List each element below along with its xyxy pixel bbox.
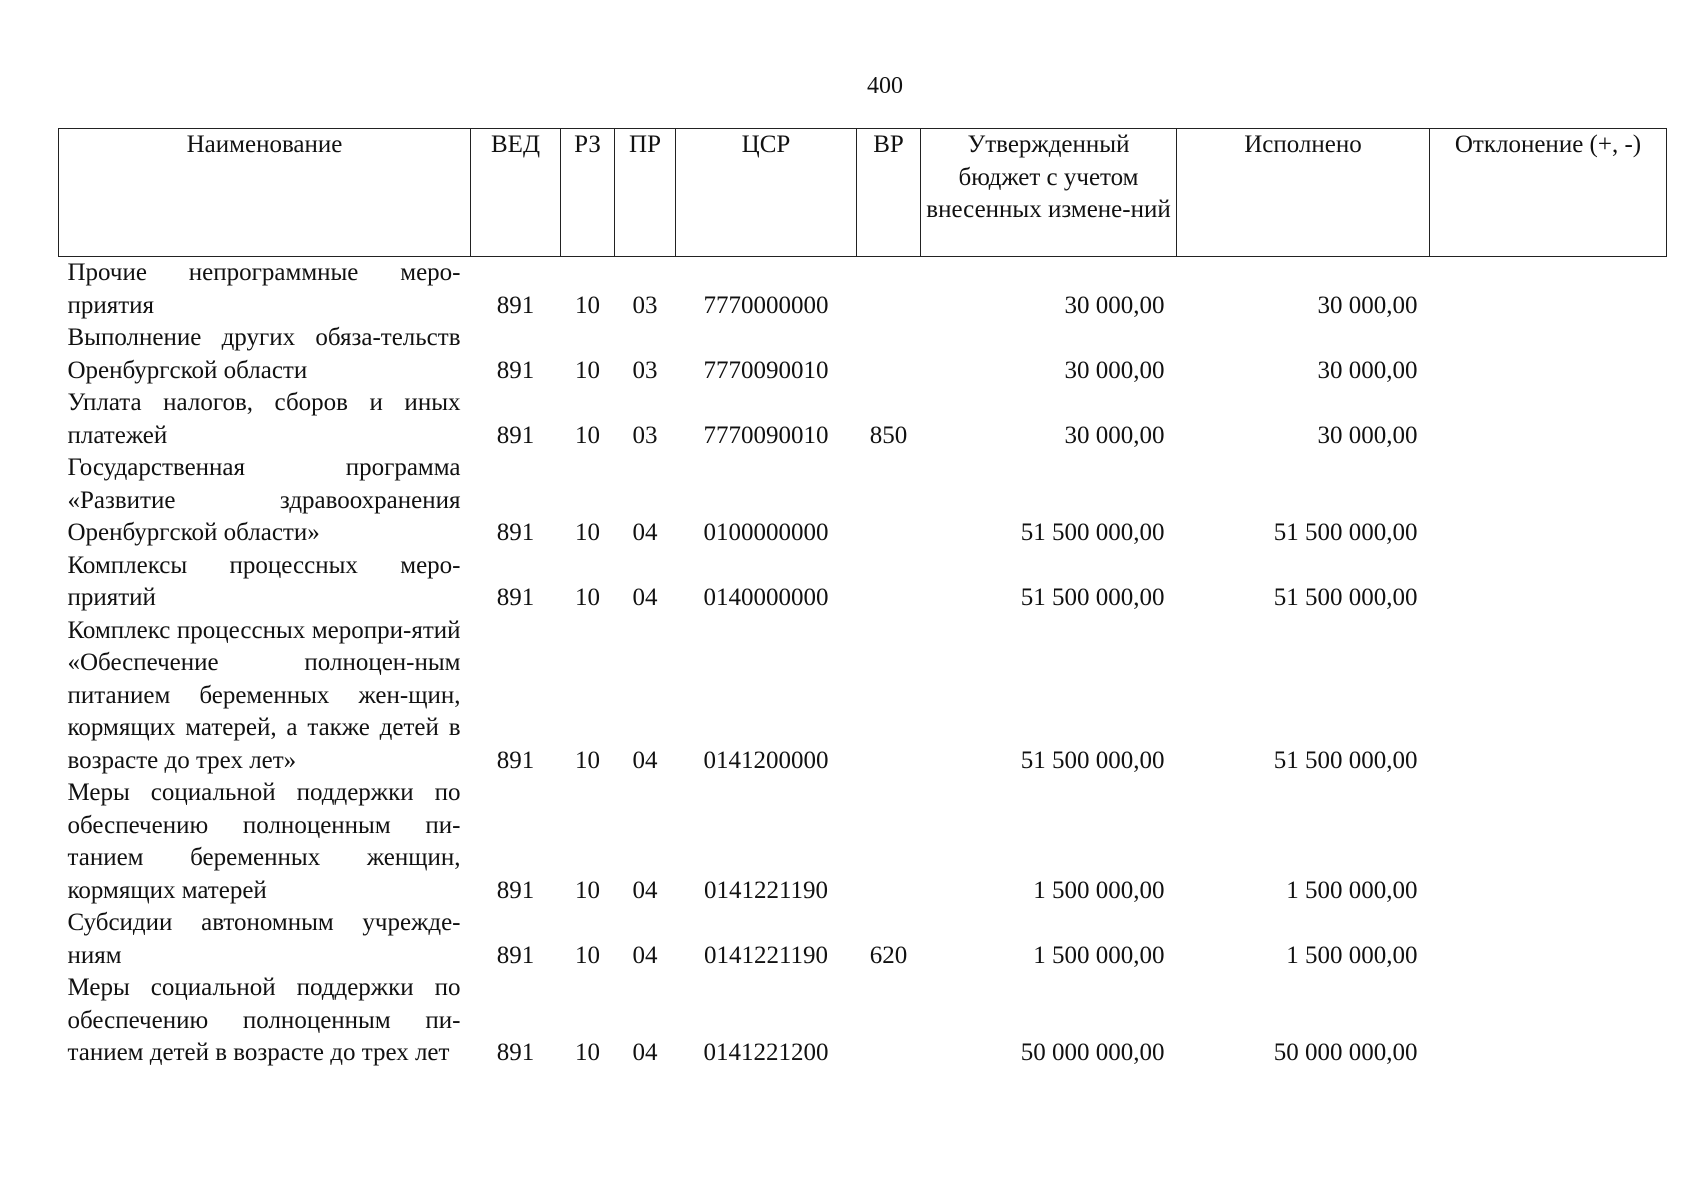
budget-execution-table: [58, 128, 1667, 1070]
row-csr: 7770000000: [703, 291, 829, 319]
row-executed: 51 500 000,00: [1273, 519, 1418, 546]
row-csr: 0141221190: [703, 876, 829, 904]
header-deviation: Отклонение (+, -): [1430, 129, 1667, 257]
row-executed: 1 500 000,00: [1286, 941, 1418, 969]
row-approved: 51 500 000,00: [1020, 746, 1165, 774]
row-deviation: [1430, 972, 1667, 1070]
row-rz: 10: [575, 746, 600, 774]
table-row: [59, 257, 1667, 323]
table-header: [59, 129, 1667, 257]
row-pr: 04: [632, 941, 658, 969]
row-csr: 0141221200: [703, 1039, 829, 1066]
row-deviation: [1430, 777, 1667, 907]
header-executed: Исполнено: [1177, 129, 1430, 257]
row-ved: 891: [496, 519, 535, 546]
row-executed: 51 500 000,00: [1273, 584, 1418, 611]
row-vr: [857, 972, 921, 1070]
row-rz: 10: [575, 291, 600, 319]
row-name: Государственная программа «Развитие здравоохранения Оренбургской области»: [67, 454, 461, 546]
table-row: [59, 972, 1667, 1070]
row-ved: 891: [496, 421, 535, 449]
row-pr: 03: [632, 291, 658, 319]
row-pr: 04: [632, 746, 658, 774]
row-rz: 10: [575, 1039, 600, 1066]
row-pr: 04: [632, 584, 658, 611]
row-executed: 51 500 000,00: [1273, 746, 1418, 774]
table-body: [59, 257, 1667, 1070]
row-rz: 10: [575, 421, 600, 449]
row-deviation: [1430, 550, 1667, 615]
header-ved: ВЕД: [471, 129, 561, 257]
row-vr: [857, 452, 921, 550]
row-rz: 10: [575, 519, 600, 546]
row-ved: 891: [496, 291, 535, 319]
row-csr: 0140000000: [703, 584, 829, 611]
table-row: [59, 550, 1667, 615]
row-approved: 30 000,00: [1064, 356, 1165, 384]
row-ved: 891: [496, 876, 535, 904]
header-vr: ВР: [857, 129, 921, 257]
header-row: [59, 129, 1667, 257]
row-pr: 03: [632, 356, 658, 384]
table-row: [59, 907, 1667, 972]
row-name: Меры социальной поддержки по обеспечению полноценным пи-танием беременных женщин, кормящих матерей: [67, 779, 461, 904]
row-csr: 0141200000: [703, 746, 829, 774]
row-vr: [857, 615, 921, 778]
table-row: [59, 322, 1667, 387]
row-pr: 04: [632, 876, 658, 904]
row-ved: 891: [496, 584, 535, 611]
header-name: Наименование: [59, 129, 471, 257]
row-deviation: [1430, 452, 1667, 550]
header-pr: ПР: [615, 129, 676, 257]
row-rz: 10: [575, 356, 600, 384]
page-number: 400: [867, 73, 903, 99]
row-executed: 50 000 000,00: [1273, 1039, 1418, 1066]
header-approved-budget: Утвержденный бюджет с учетом внесенных измене-ний: [921, 129, 1177, 257]
header-rz: РЗ: [561, 129, 615, 257]
table-row: [59, 615, 1667, 778]
row-name: Уплата налогов, сборов и иных платежей: [67, 389, 461, 449]
row-ved: 891: [496, 941, 535, 969]
row-approved: 1 500 000,00: [1033, 941, 1165, 969]
row-csr: 0100000000: [703, 519, 829, 546]
row-name: Выполнение других обяза-тельств Оренбургской области: [67, 324, 461, 384]
row-vr: 850: [869, 421, 908, 449]
row-vr: [857, 257, 921, 323]
row-deviation: [1430, 387, 1667, 452]
table-row: [59, 387, 1667, 452]
row-ved: 891: [496, 746, 535, 774]
row-vr: 620: [869, 941, 908, 969]
row-vr: [857, 777, 921, 907]
row-name: Комплекс процессных меропри-ятий «Обеспечение полноцен-ным питанием беременных жен-щин, кормящих матерей, а также детей в возрасте до трех лет»: [67, 616, 461, 774]
row-approved: 51 500 000,00: [1020, 584, 1165, 611]
row-rz: 10: [575, 941, 600, 969]
row-executed: 30 000,00: [1317, 421, 1418, 449]
table-row: [59, 452, 1667, 550]
header-csr: ЦСР: [676, 129, 857, 257]
row-csr: 0141221190: [703, 941, 829, 969]
row-approved: 51 500 000,00: [1020, 519, 1165, 546]
row-pr: 04: [632, 1039, 658, 1066]
row-executed: 30 000,00: [1317, 291, 1418, 319]
row-pr: 04: [632, 519, 658, 546]
row-rz: 10: [575, 584, 600, 611]
row-approved: 50 000 000,00: [1020, 1039, 1165, 1066]
row-csr: 7770090010: [703, 421, 829, 449]
row-rz: 10: [575, 876, 600, 904]
row-deviation: [1430, 322, 1667, 387]
row-executed: 1 500 000,00: [1286, 876, 1418, 904]
row-name: Прочие непрограммные меро-приятия: [67, 259, 461, 319]
row-ved: 891: [496, 356, 535, 384]
row-pr: 03: [632, 421, 658, 449]
row-approved: 30 000,00: [1064, 291, 1165, 319]
table-row: [59, 777, 1667, 907]
row-name: Меры социальной поддержки по обеспечению полноценным пи-танием детей в возрасте до трех лет: [67, 974, 461, 1066]
row-name: Субсидии автономным учрежде-ниям: [67, 909, 461, 969]
row-ved: 891: [496, 1039, 535, 1066]
row-name: Комплексы процессных меро-приятий: [67, 551, 461, 611]
row-executed: 30 000,00: [1317, 356, 1418, 384]
row-deviation: [1430, 257, 1667, 323]
row-csr: 7770090010: [703, 356, 829, 384]
row-deviation: [1430, 907, 1667, 972]
row-approved: 30 000,00: [1064, 421, 1165, 449]
row-vr: [857, 322, 921, 387]
row-deviation: [1430, 615, 1667, 778]
row-vr: [857, 550, 921, 615]
row-approved: 1 500 000,00: [1033, 876, 1165, 904]
